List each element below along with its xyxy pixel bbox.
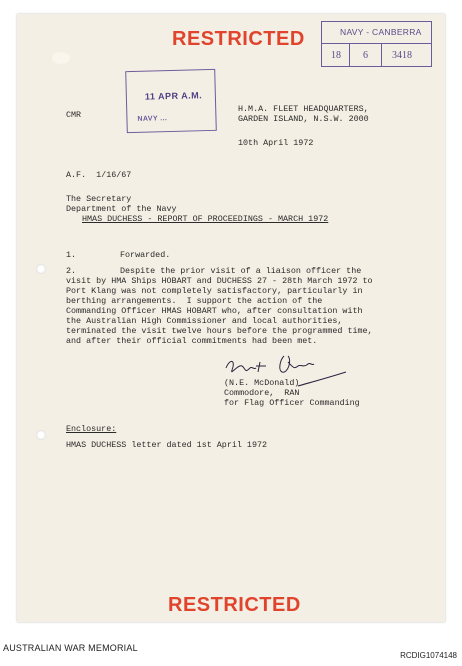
paragraph-2-line: berthing arrangements. I support the action of the <box>66 296 323 306</box>
paragraph-2-line: and after their official commitments had been met. <box>66 336 318 346</box>
classification-bottom: RESTRICTED <box>168 594 301 616</box>
paragraph-2-line: Commanding Officer HMAS HOBART who, after consultation with <box>66 306 363 316</box>
institution-credit: AUSTRALIAN WAR MEMORIAL <box>3 643 138 653</box>
received-stamp-date: 11 APR A.M. <box>144 90 203 102</box>
sender-address-line2: GARDEN ISLAND, N.S.W. 2000 <box>238 114 369 124</box>
signatory-role: for Flag Officer Commanding <box>224 398 360 408</box>
paragraph-1-number: 1. <box>66 250 77 260</box>
paragraph-2-line: the Australian High Commissioner and local authorities, <box>66 316 343 326</box>
paragraph-2-line: Despite the prior visit of a liaison officer the <box>120 266 362 276</box>
enclosure-label: Enclosure: <box>66 424 117 434</box>
paragraph-2-number: 2. <box>66 266 77 276</box>
registry-cell: 3418 <box>392 50 412 61</box>
enclosure-text: HMAS DUCHESS letter dated 1st April 1972 <box>66 440 268 450</box>
registry-stamp-header: NAVY - CANBERRA <box>340 27 422 37</box>
received-stamp <box>125 69 217 133</box>
paragraph-2-line: visit by HMA Ships HOBART and DUCHESS 27 - 28th March 1972 to <box>66 276 373 286</box>
punch-hole <box>36 430 46 440</box>
addressee-line2: Department of the Navy <box>66 204 177 214</box>
paragraph-2-line: Port Klang was not completely satisfactory, particularly in <box>66 286 363 296</box>
registry-cell: 6 <box>363 50 368 61</box>
pin-mark <box>52 52 70 64</box>
received-stamp-office: NAVY ... <box>137 115 168 123</box>
classification-top: RESTRICTED <box>172 28 305 50</box>
punch-hole <box>36 264 46 274</box>
paragraph-1-text: Forwarded. <box>120 250 171 260</box>
signatory-name: (N.E. McDonald) <box>224 378 300 388</box>
signatory-rank: Commodore, RAN <box>224 388 300 398</box>
paragraph-2-line: terminated the visit twelve hours before the programmed time, <box>66 326 373 336</box>
registry-stamp <box>321 21 432 67</box>
sender-address-line1: H.M.A. FLEET HEADQUARTERS, <box>238 104 369 114</box>
registry-cell: 18 <box>331 50 341 61</box>
record-id: RCDIG1074148 <box>400 651 457 660</box>
subject-line: HMAS DUCHESS - REPORT OF PROCEEDINGS - MARCH 1972 <box>82 214 329 224</box>
addressee-line1: The Secretary <box>66 194 132 204</box>
file-reference: A.F. 1/16/67 <box>66 170 132 180</box>
letter-date: 10th April 1972 <box>238 138 314 148</box>
reference-code: CMR <box>66 110 82 120</box>
